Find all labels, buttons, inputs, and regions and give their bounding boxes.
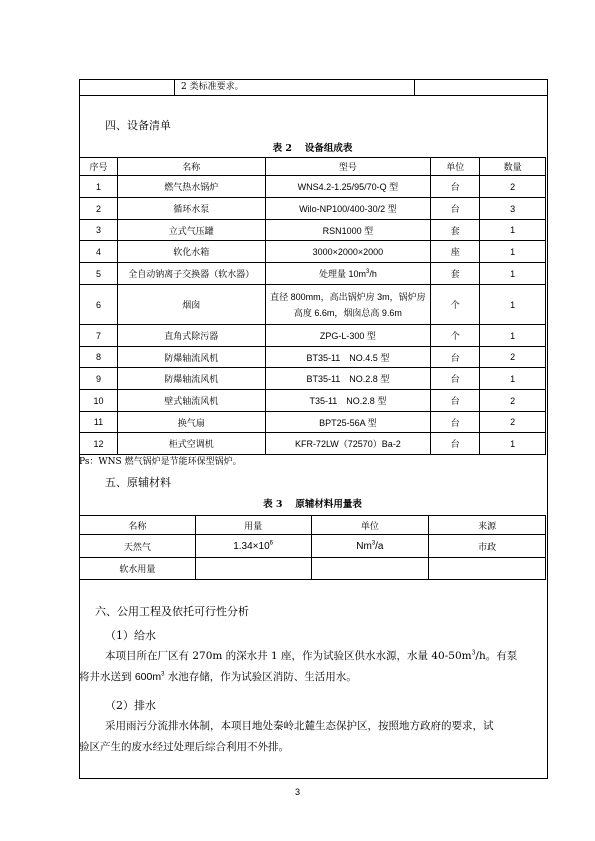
- cell-name: 防爆轴流风机: [117, 347, 265, 368]
- cell-qty: 1: [480, 368, 546, 390]
- amount-exponent: 6: [269, 540, 273, 547]
- cell-no: 8: [80, 347, 118, 368]
- drainage-paragraph-line1: 采用雨污分流排水体制，本项目地处秦岭北麓生态保护区，按照地方政府的要求，试: [105, 720, 494, 732]
- previous-table-text: 2 类标准要求。: [175, 80, 415, 95]
- cell-model: RSN1000 型: [265, 220, 431, 241]
- drainage-paragraph-line2: 验区产生的废水经过处理后综合利用不外排。: [79, 741, 289, 753]
- cell-no: 5: [80, 263, 118, 285]
- table-row: [80, 263, 546, 285]
- previous-table-cell: [416, 80, 547, 95]
- cell-qty: 1: [480, 325, 546, 347]
- section6-heading: 六、公用工程及依托可行性分析: [95, 605, 249, 618]
- cell-unit: 个: [431, 325, 480, 347]
- cell-no: 1: [80, 176, 118, 198]
- cell-no: 7: [80, 325, 118, 347]
- page-number: 3: [294, 787, 300, 797]
- cell-qty: 3: [480, 198, 546, 220]
- cell-unit: 台: [431, 347, 480, 368]
- cell-qty: 1: [480, 285, 546, 325]
- cell-name: 壁式轴流风机: [117, 390, 265, 412]
- cell-unit: 台: [431, 368, 480, 390]
- unit-base: Nm: [356, 540, 372, 552]
- header-cell: 来源: [429, 516, 546, 535]
- cell-name: 全自动钠离子交换器（软水器）: [117, 263, 265, 285]
- water-supply-exponent: 3: [471, 649, 476, 657]
- table-header-row: [80, 158, 546, 176]
- table2-note: Ps：WNS 燃气锅炉是节能环保型锅炉。: [79, 457, 242, 467]
- cell-no: 3: [80, 220, 118, 241]
- cell-model: 3000×2000×2000: [265, 241, 431, 263]
- cell-qty: 1: [480, 220, 546, 241]
- water-supply-paragraph-line2: [79, 667, 545, 688]
- cell-model: BT35-11 NO.4.5 型: [265, 347, 431, 368]
- cell-unit: 座: [431, 241, 480, 263]
- cell-name: 燃气热水锅炉: [117, 176, 265, 198]
- cell-model: KFR-72LW（72570）Ba-2: [265, 433, 431, 455]
- unit-tail: /a: [375, 540, 384, 552]
- table-row: [80, 241, 546, 263]
- cell-qty: 2: [480, 347, 546, 368]
- cell-no: 11: [80, 412, 118, 433]
- equipment-table: [79, 157, 546, 455]
- materials-table: [79, 515, 546, 580]
- cell-name: 软水用量: [80, 558, 196, 580]
- table-row: [80, 285, 546, 325]
- cell-name: 换气扇: [117, 412, 265, 433]
- header-cell: 数量: [480, 158, 546, 176]
- tank-volume-exponent: 3: [161, 671, 165, 678]
- table-row: [80, 558, 546, 580]
- previous-table-cell: [80, 80, 175, 95]
- cell-source: 市政: [429, 535, 546, 558]
- cell-source: [429, 558, 546, 580]
- tank-volume: 600m: [134, 671, 162, 683]
- cell-no: 12: [80, 433, 118, 455]
- cell-model: BPT25-56A 型: [265, 412, 431, 433]
- water-supply-text-tail: 水池存储，作为试验区消防、生活用水。: [164, 671, 357, 683]
- cell-unit: 台: [431, 433, 480, 455]
- cell-qty: 2: [480, 176, 546, 198]
- cell-name: 立式气压罐: [117, 220, 265, 241]
- table2-caption: 表 2 设备组成表: [272, 143, 353, 154]
- table-row: [80, 198, 546, 220]
- cell-no: 6: [80, 285, 118, 325]
- drainage-subheading: （2）排水: [105, 699, 156, 712]
- cell-name: 天然气: [80, 535, 196, 558]
- cell-name: 直角式除污器: [117, 325, 265, 347]
- header-cell: 名称: [80, 516, 196, 535]
- header-cell: 型号: [265, 158, 431, 176]
- water-supply-text: 本项目所在厂区有 270m 的深水井 1 座，作为试验区供水水源，水量 40-50m: [105, 650, 472, 662]
- cell-model: 直径 800mm，高出锅炉房 3m，锅炉房高度 6.6m，烟囱总高 9.6m: [265, 285, 431, 325]
- cell-unit: 台: [431, 412, 480, 433]
- section4-heading: 四、设备清单: [105, 119, 171, 132]
- header-cell: 用量: [195, 516, 311, 535]
- header-cell: 单位: [431, 158, 480, 176]
- cell-unit: 个: [431, 285, 480, 325]
- cell-unit: 台: [431, 176, 480, 198]
- header-cell: 单位: [311, 516, 429, 535]
- table-row: [80, 220, 546, 241]
- cell-model: Wilo-NP100/400-30/2 型: [265, 198, 431, 220]
- cell-no: 9: [80, 368, 118, 390]
- cell-amount: [195, 535, 311, 558]
- cell-unit: 套: [431, 220, 480, 241]
- cell-unit: 台: [431, 390, 480, 412]
- cell-unit: [311, 535, 429, 558]
- previous-table-row: [80, 79, 547, 96]
- cell-name: 防爆轴流风机: [117, 368, 265, 390]
- cell-model: WNS4.2-1.25/95/70-Q 型: [265, 176, 431, 198]
- table-row: [80, 347, 546, 368]
- cell-qty: 2: [480, 390, 546, 412]
- table-row: [80, 412, 546, 433]
- table-row: [80, 368, 546, 390]
- table-row: [80, 390, 546, 412]
- cell-no: 4: [80, 241, 118, 263]
- water-supply-text-tail: /h。有泵: [475, 650, 518, 662]
- cell-unit: [311, 558, 429, 580]
- header-cell: 序号: [80, 158, 118, 176]
- cell-unit: 台: [431, 198, 480, 220]
- cell-name: 循环水泵: [117, 198, 265, 220]
- water-supply-subheading: （1）给水: [105, 629, 156, 642]
- water-supply-text: 将井水送到: [79, 671, 135, 683]
- cell-amount: [195, 558, 311, 580]
- table3-caption: 表 3 原辅材料用量表: [263, 499, 362, 510]
- table-row: [80, 535, 546, 558]
- cell-qty: 1: [480, 433, 546, 455]
- cell-model: ZPG-L-300 型: [265, 325, 431, 347]
- cell-qty: 2: [480, 412, 546, 433]
- cell-name: 柜式空调机: [117, 433, 265, 455]
- section5-heading: 五、原辅材料: [105, 476, 171, 489]
- table-row: [80, 176, 546, 198]
- cell-model: BT35-11 NO.2.8 型: [265, 368, 431, 390]
- water-supply-paragraph-line1: [105, 646, 545, 667]
- cell-no: 2: [80, 198, 118, 220]
- cell-name: 烟囱: [117, 285, 265, 325]
- cell-model: T35-11 NO.2.8 型: [265, 390, 431, 412]
- table-row: [80, 325, 546, 347]
- amount-base: 1.34×10: [233, 540, 270, 552]
- header-cell: 名称: [117, 158, 265, 176]
- cell-model: 处理量 $10m^3/h$: [265, 263, 431, 285]
- unit-exponent: 3: [371, 540, 376, 547]
- cell-qty: 1: [480, 263, 546, 285]
- cell-qty: 1: [480, 241, 546, 263]
- cell-no: 10: [80, 390, 118, 412]
- cell-unit: 套: [431, 263, 480, 285]
- cell-name: 软化水箱: [117, 241, 265, 263]
- table-row: [80, 433, 546, 455]
- table-header-row: [80, 516, 546, 535]
